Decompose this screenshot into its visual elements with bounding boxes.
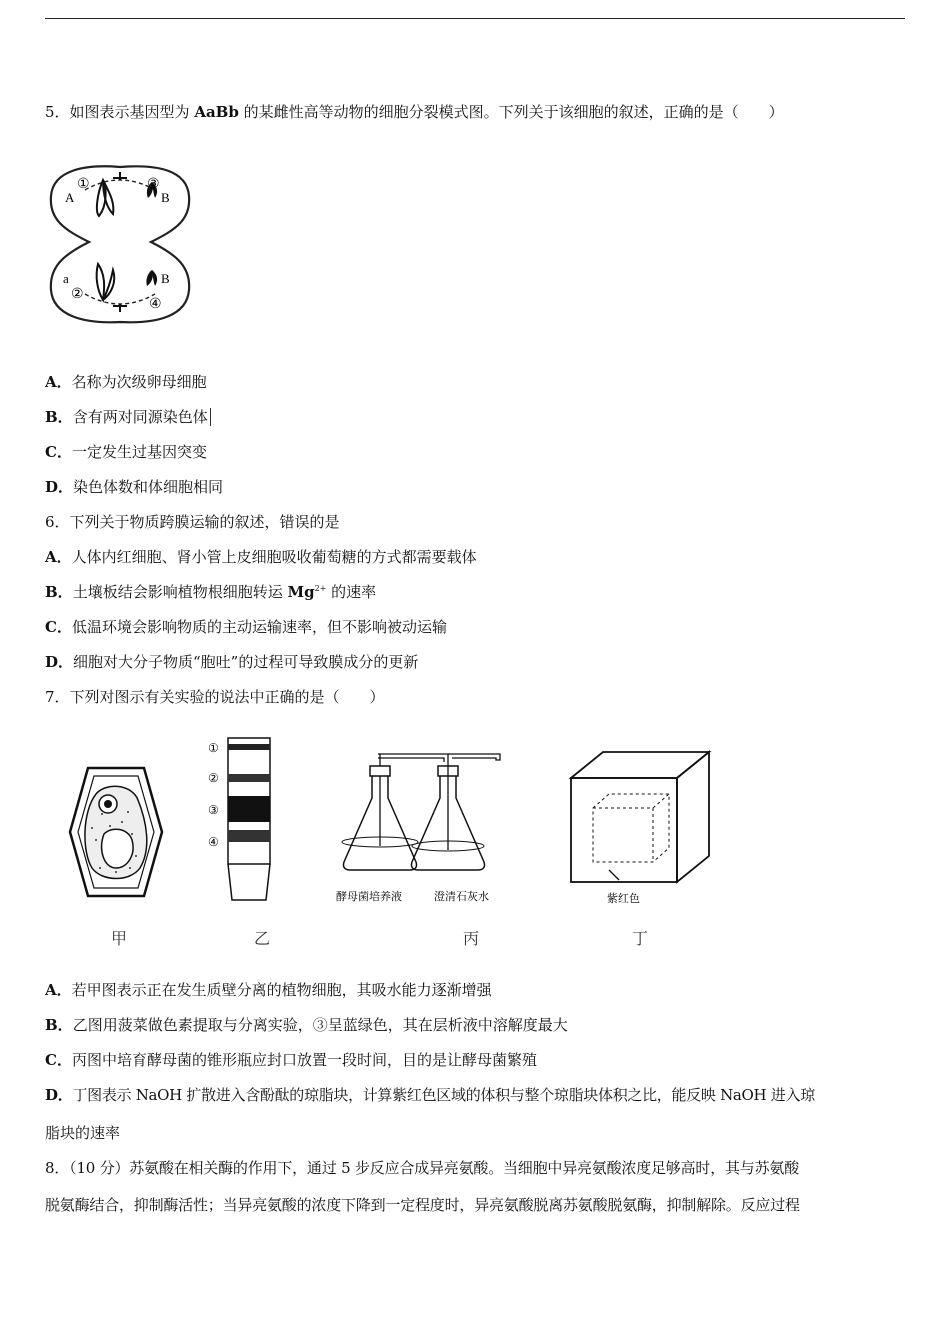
figure-ding-agar-cube xyxy=(565,748,715,908)
q7-option-d: D．丁图表示 NaOH 扩散进入含酚酞的琼脂块，计算紫红色区域的体积与整个琼脂块体积之比，能反映 NaOH 进入琼 xyxy=(45,1086,815,1104)
q5-stem: 5．如图表示基因型为 AaBb 的某雌性高等动物的细胞分裂模式图。下列关于该细胞的叙述，正确的是（ ） xyxy=(45,103,784,121)
q8-number: 8． xyxy=(45,1159,70,1177)
label-circle-3: ③ xyxy=(147,177,160,192)
flask-label-left: 酵母菌培养液 xyxy=(336,890,402,903)
q7-option-b: B．乙图用菠菜做色素提取与分离实验，③呈蓝绿色，其在层析液中溶解度最大 xyxy=(45,1016,568,1034)
caption-jia: 甲 xyxy=(111,929,128,948)
q6-number: 6． xyxy=(45,513,70,531)
cube-label: 紫红色 xyxy=(607,892,640,905)
label-circle-2: ② xyxy=(71,287,84,302)
q7-option-c: C．丙图中培育酵母菌的锥形瓶应封口放置一段时间，目的是让酵母菌繁殖 xyxy=(45,1051,537,1069)
band-label-1: ① xyxy=(208,741,219,755)
label-B-top: B xyxy=(161,190,170,205)
caption-ding: 丁 xyxy=(632,929,649,948)
figure-yi-chromatography xyxy=(204,734,284,904)
q6-option-b: B．土壤板结会影响植物根细胞转运 $Mg^{2+}$ 的速率 xyxy=(45,583,377,601)
q8-line-2: 脱氨酶结合，抑制酶活性；当异亮氨酸的浓度下降到一定程度时，异亮氨酸脱离苏氨酸脱氨酶，抑制解除。反应过程 xyxy=(45,1196,800,1214)
q7-option-a: A．若甲图表示正在发生质壁分离的植物细胞，其吸水能力逐渐增强 xyxy=(45,981,492,999)
q7-option-d-cont: 脂块的速率 xyxy=(45,1124,121,1142)
flask-label-right: 澄清石灰水 xyxy=(434,890,489,903)
q5-option-b: B．含有两对同源染色体 xyxy=(45,407,905,427)
header-rule xyxy=(45,18,905,19)
q6-stem: 6．下列关于物质跨膜运输的叙述，错误的是 xyxy=(45,513,340,531)
label-A: A xyxy=(65,190,75,205)
q5-option-a: A．名称为次级卵母细胞 xyxy=(45,373,207,391)
cell-division-figure xyxy=(45,158,195,330)
q5-number: 5． xyxy=(45,103,70,121)
band-label-4: ④ xyxy=(208,835,219,849)
caption-bing: 丙 xyxy=(463,929,480,948)
band-label-2: ② xyxy=(208,771,219,785)
q8-line-1: 8．（10 分）苏氨酸在相关酶的作用下，通过 5 步反应合成异亮氨酸。当细胞中异亮氨酸浓度足够高时，其与苏氨酸 xyxy=(45,1159,799,1177)
figure-jia-plant-cell xyxy=(66,764,166,900)
q5-option-d: D．染色体数和体细胞相同 xyxy=(45,478,224,496)
figure-bing-flasks xyxy=(330,750,520,910)
label-a: a xyxy=(63,271,69,286)
label-circle-1: ① xyxy=(77,177,90,192)
label-circle-4: ④ xyxy=(149,297,162,312)
band-label-3: ③ xyxy=(208,803,219,817)
label-B-bottom: B xyxy=(161,271,170,286)
q7-number: 7． xyxy=(45,688,70,706)
q7-stem: 7．下列对图示有关实验的说法中正确的是（ ） xyxy=(45,688,385,706)
q6-option-c: C．低温环境会影响物质的主动运输速率，但不影响被动运输 xyxy=(45,618,447,636)
q6-option-a: A．人体内红细胞、肾小管上皮细胞吸收葡萄糖的方式都需要载体 xyxy=(45,548,477,566)
q5-option-c: C．一定发生过基因突变 xyxy=(45,443,207,461)
caption-yi: 乙 xyxy=(254,929,271,948)
q6-option-d: D．细胞对大分子物质“胞吐”的过程可导致膜成分的更新 xyxy=(45,653,419,671)
